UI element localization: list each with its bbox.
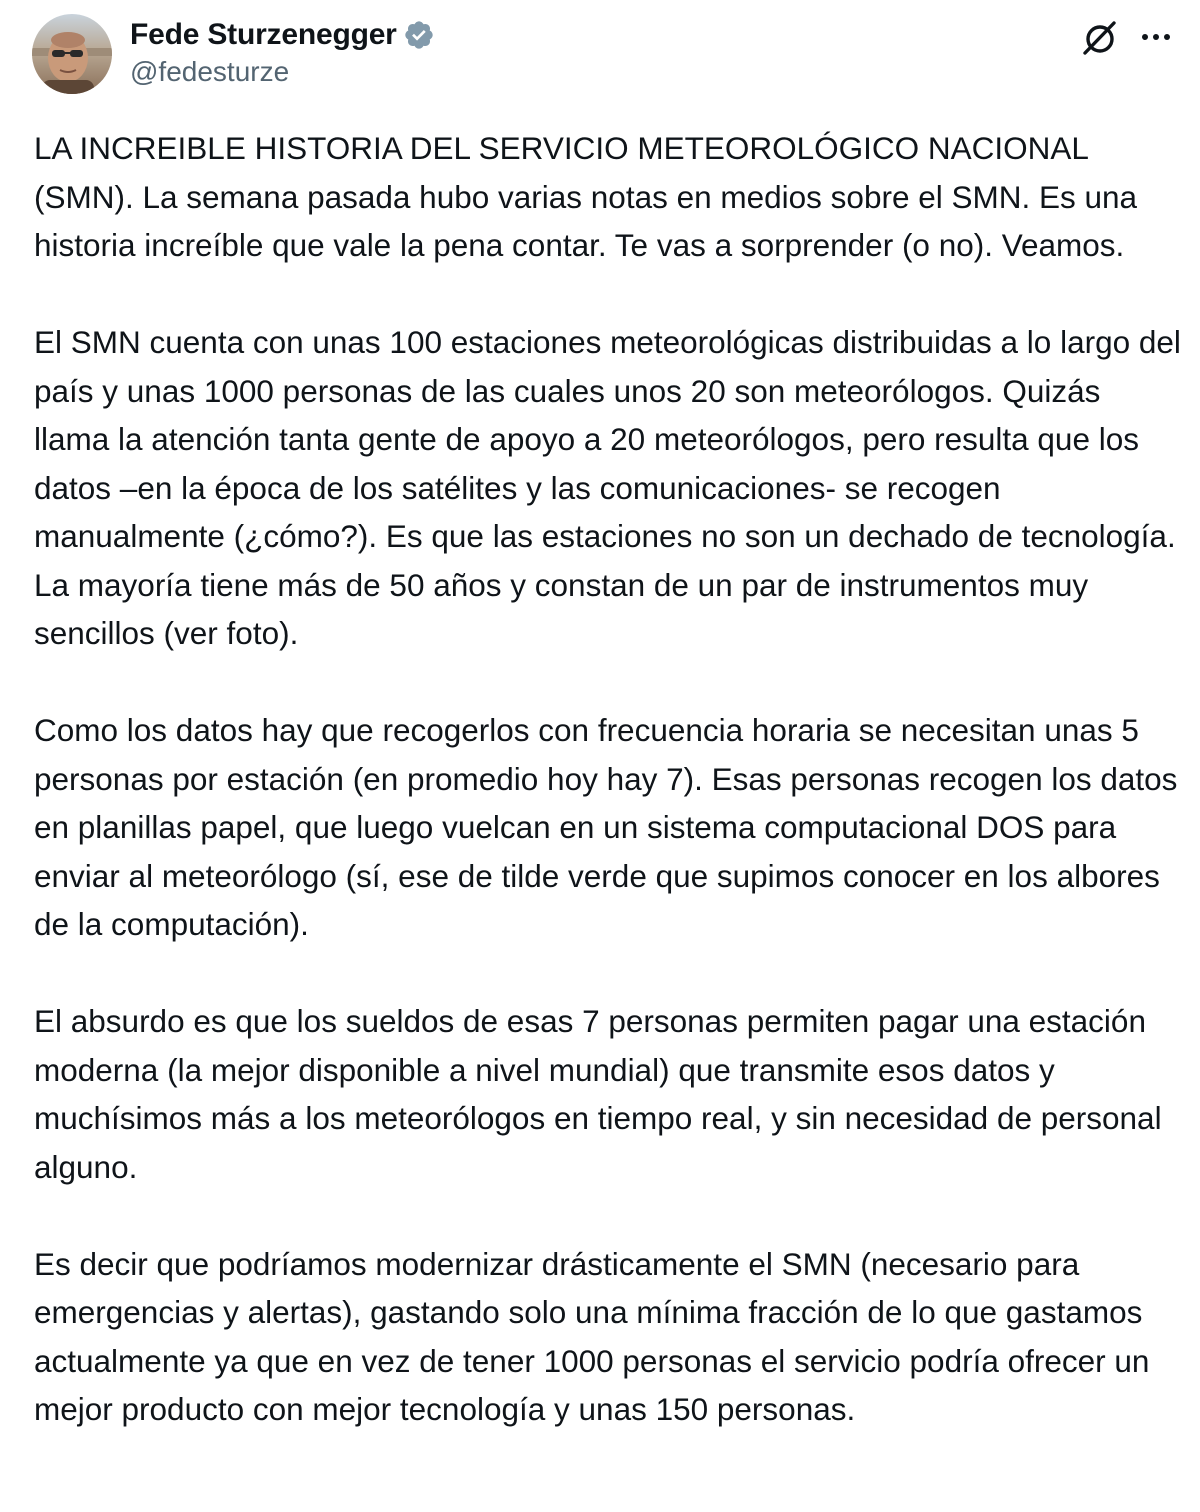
tweet-text	[34, 124, 1184, 1482]
tweet-paragraph-3: Como los datos hay que recogerlos con frecuencia horaria se necesitan unas 5 personas por estación (en promedio hoy hay 7). Esas personas recogen los datos en planillas papel, que luego vuelcan en un sistema computacional DOS para enviar al meteorólogo (sí, ese de tilde verde que supimos conocer en los albores de la computación).	[34, 712, 1178, 942]
grok-icon[interactable]	[1080, 18, 1120, 58]
author-handle[interactable]: @fedesturze	[130, 56, 290, 87]
avatar-photo-icon	[32, 14, 112, 94]
tweet-paragraph-4: El absurdo es que los sueldos de esas 7 personas permiten pagar una estación moderna (la mejor disponible a nivel mundial) que transmite esos datos y muchísimos más a los meteorólogos en tiempo real, y sin necesidad de personal alguno.	[34, 1003, 1162, 1185]
tweet-paragraph-2: El SMN cuenta con unas 100 estaciones meteorológicas distribuidas a lo largo del país y unas 1000 personas de las cuales unos 20 son meteorólogos. Quizás llama la atención tanta gente de apoyo a 20 meteorólogos, pero resulta que los datos –en la época de los satélites y las comunicaciones- se recogen manualmente (¿cómo?). Es que las estaciones no son un dechado de tecnología. La mayoría tiene más de 50 años y constan de un par de instrumentos muy sencillos (ver foto).	[34, 324, 1181, 651]
tweet-paragraph-1: LA INCREIBLE HISTORIA DEL SERVICIO METEOROLÓGICO NACIONAL (SMN). La semana pasada hubo varias notas en medios sobre el SMN. Es una historia increíble que vale la pena contar. Te vas a sorprender (o no). Veamos.	[34, 130, 1138, 263]
author-display-name[interactable]: Fede Sturzenegger	[130, 18, 397, 51]
avatar[interactable]	[32, 14, 112, 94]
author-name-row	[130, 14, 435, 56]
tweet-paragraph-5: Es decir que podríamos modernizar drásticamente el SMN (necesario para emergencias y alertas), gastando solo una mínima fracción de lo que gastamos actualmente ya que en vez de tener 1000 personas el servicio podría ofrecer un mejor producto con mejor tecnología y unas 150 personas.	[34, 1245, 1150, 1427]
more-options-icon[interactable]	[1138, 22, 1174, 52]
verified-badge-icon[interactable]	[403, 19, 435, 51]
